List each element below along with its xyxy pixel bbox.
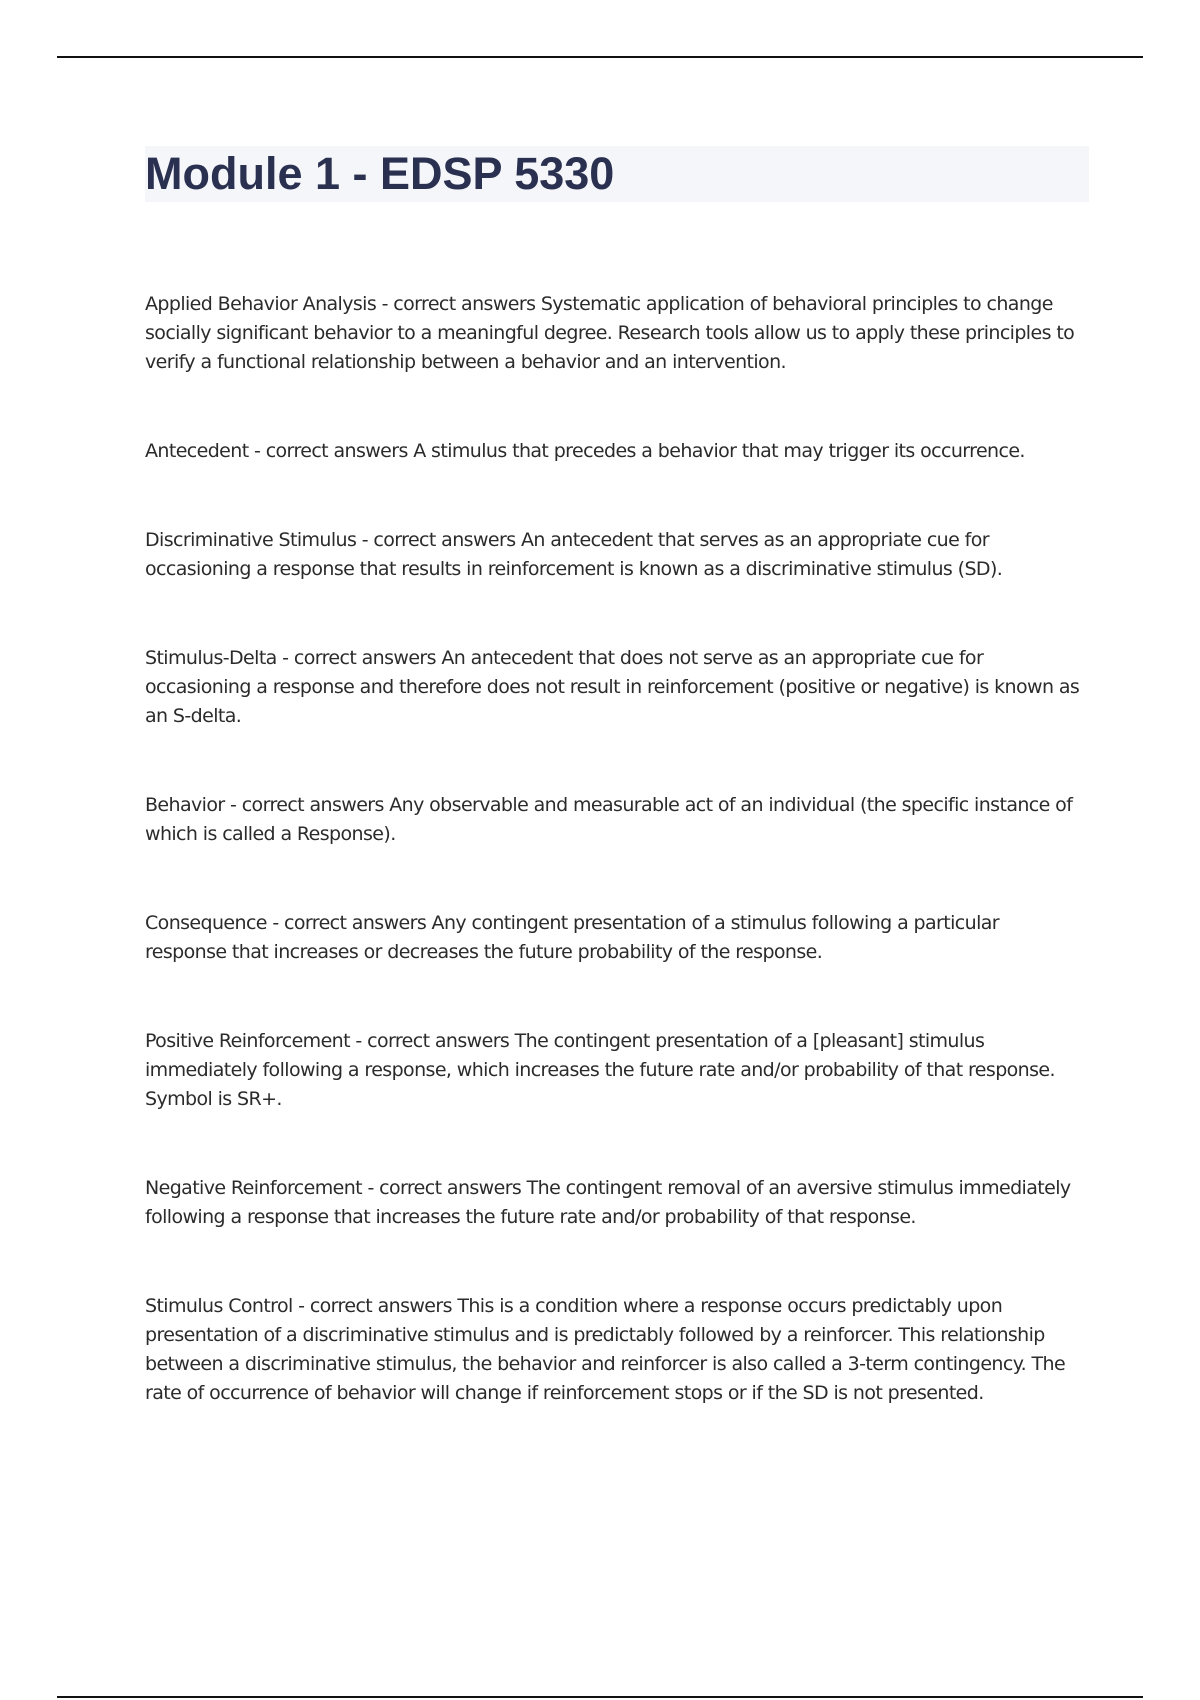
- page-top-rule: [57, 56, 1143, 58]
- entry-consequence: Consequence - correct answers Any contingent presentation of a stimulus following a particular response that increases or decreases the future probability of the response.: [145, 912, 1000, 963]
- entry-behavior: Behavior - correct answers Any observable and measurable act of an individual (the specific instance of which is called a Response).: [145, 794, 1073, 845]
- entry-stimulus-delta: Stimulus-Delta - correct answers An antecedent that does not serve as an appropriate cue for occasioning a response and therefore does not result in reinforcement (positive or negative) is known as an S-delta.: [145, 647, 1080, 727]
- entry-antecedent: Antecedent - correct answers A stimulus that precedes a behavior that may trigger its occurrence.: [145, 440, 1025, 462]
- entry-positive-reinforcement: Positive Reinforcement - correct answers The contingent presentation of a [pleasant] stimulus immediately following a response, which increases the future rate and/or probability of that response. Symbol is SR+.: [145, 1030, 1055, 1110]
- page-bottom-rule: [57, 1696, 1143, 1698]
- entry-applied-behavior-analysis: Applied Behavior Analysis - correct answers Systematic application of behavioral principles to change socially significant behavior to a meaningful degree. Research tools allow us to apply these principles to verify a functional relationship between a behavior and an intervention.: [145, 293, 1075, 373]
- entry-stimulus-control: Stimulus Control - correct answers This is a condition where a response occurs predictably upon presentation of a discriminative stimulus and is predictably followed by a reinforcer. This relationship between a discriminative stimulus, the behavior and reinforcer is also called a 3-term contingency. The rate of occurrence of behavior will change if reinforcement stops or if the SD is not presented.: [145, 1295, 1066, 1404]
- flashcard-list: [145, 290, 1085, 1468]
- entry-negative-reinforcement: Negative Reinforcement - correct answers The contingent removal of an aversive stimulus immediately following a response that increases the future rate and/or probability of that response.: [145, 1177, 1071, 1228]
- page-title: Module 1 - EDSP 5330: [145, 148, 615, 199]
- entry-discriminative-stimulus: Discriminative Stimulus - correct answers An antecedent that serves as an appropriate cue for occasioning a response that results in reinforcement is known as a discriminative stimulus (SD).: [145, 529, 1003, 580]
